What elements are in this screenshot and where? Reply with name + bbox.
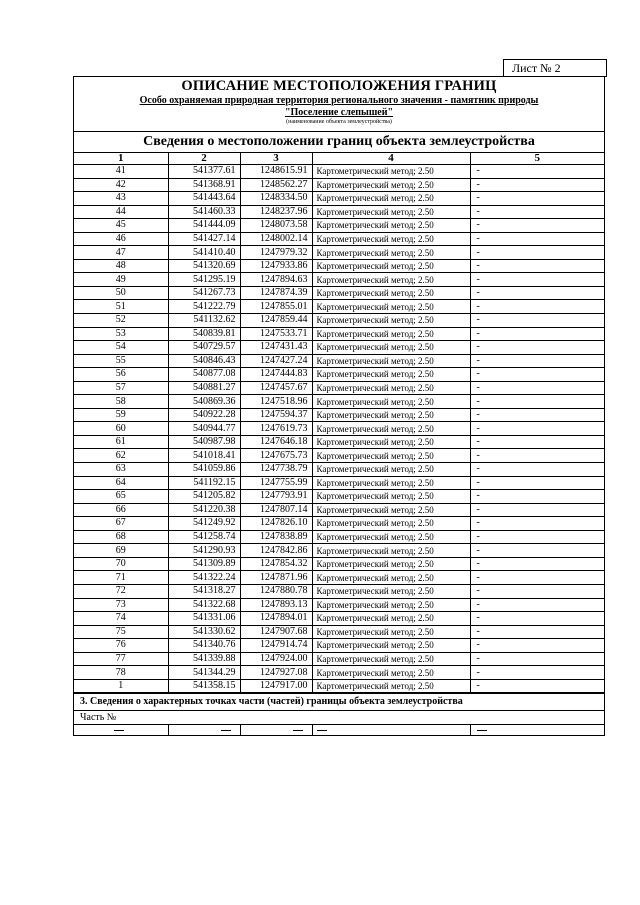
table-cell: 1247675.73 <box>240 449 312 463</box>
table-cell: Картометрический метод; 2.50 <box>312 395 470 409</box>
table-cell: - <box>470 503 604 517</box>
table-cell: Картометрический метод; 2.50 <box>312 314 470 328</box>
table-cell: 71 <box>74 571 168 585</box>
table-row <box>74 463 604 477</box>
table-cell: 53 <box>74 327 168 341</box>
table-row <box>74 544 604 558</box>
table-cell: - <box>470 273 604 287</box>
table-cell: Картометрический метод; 2.50 <box>312 165 470 179</box>
table-cell: 49 <box>74 273 168 287</box>
table-cell: 1247842.86 <box>240 544 312 558</box>
table-cell: 541443.64 <box>168 192 240 206</box>
table-cell: 60 <box>74 422 168 436</box>
table-cell: 1247874.39 <box>240 286 312 300</box>
table-cell: 65 <box>74 490 168 504</box>
table-cell: Картометрический метод; 2.50 <box>312 517 470 531</box>
table-row <box>74 503 604 517</box>
table-cell: - <box>470 625 604 639</box>
table-cell: Картометрический метод; 2.50 <box>312 354 470 368</box>
table-cell: - <box>470 327 604 341</box>
table-cell: 1248073.58 <box>240 219 312 233</box>
table-cell: - <box>470 205 604 219</box>
table-cell: 1247907.68 <box>240 625 312 639</box>
table-cell: 1247738.79 <box>240 463 312 477</box>
part-label: Часть № <box>74 710 604 724</box>
table-cell: 540869.36 <box>168 395 240 409</box>
table-cell: Картометрический метод; 2.50 <box>312 192 470 206</box>
table-cell: 1247755.99 <box>240 476 312 490</box>
table-cell: - <box>470 422 604 436</box>
table-cell: - <box>470 354 604 368</box>
table-row <box>74 571 604 585</box>
table-cell: 1247427.24 <box>240 354 312 368</box>
table-cell: 1247807.14 <box>240 503 312 517</box>
table-row <box>74 246 604 260</box>
column-header: 1 <box>74 153 168 165</box>
table-row <box>74 259 604 273</box>
table-cell: - <box>470 463 604 477</box>
table-cell: - <box>470 300 604 314</box>
table-row <box>74 395 604 409</box>
table-cell: 54 <box>74 341 168 355</box>
section-3-title: 3. Сведения о характерных точках части (частей) границы объекта землеустройства <box>74 693 604 710</box>
table-cell: 1247894.01 <box>240 612 312 626</box>
table-cell: 541340.76 <box>168 639 240 653</box>
table-cell: 541192.15 <box>168 476 240 490</box>
table-cell: 541444.09 <box>168 219 240 233</box>
table-cell: Картометрический метод; 2.50 <box>312 205 470 219</box>
table-cell: 1247619.73 <box>240 422 312 436</box>
table-cell: 540881.27 <box>168 381 240 395</box>
table-cell: 541059.86 <box>168 463 240 477</box>
column-header: 5 <box>470 153 604 165</box>
table-cell: 1247927.08 <box>240 666 312 680</box>
table-cell: 1247979.32 <box>240 246 312 260</box>
table-row <box>74 476 604 490</box>
table-cell: - <box>470 449 604 463</box>
table-cell: 540987.98 <box>168 435 240 449</box>
table-cell: 75 <box>74 625 168 639</box>
table-cell: - <box>470 517 604 531</box>
table-cell: - <box>470 612 604 626</box>
object-name: "Поселение слепышей" <box>284 107 394 118</box>
table-cell: Картометрический метод; 2.50 <box>312 584 470 598</box>
table-cell: 41 <box>74 165 168 179</box>
table-row <box>74 584 604 598</box>
sheet-number-box <box>503 59 607 77</box>
table-cell: 66 <box>74 503 168 517</box>
table-cell: 541344.29 <box>168 666 240 680</box>
table-cell: 541377.61 <box>168 165 240 179</box>
table-cell: 541018.41 <box>168 449 240 463</box>
table-cell: 541322.24 <box>168 571 240 585</box>
table-cell: - <box>470 557 604 571</box>
table-cell: 1247444.83 <box>240 368 312 382</box>
table-cell: - <box>470 571 604 585</box>
part-table <box>74 724 604 735</box>
table-cell: - <box>470 178 604 192</box>
document-title: ОПИСАНИЕ МЕСТОПОЛОЖЕНИЯ ГРАНИЦ <box>181 78 497 94</box>
table-cell: 1247859.44 <box>240 314 312 328</box>
table-row <box>74 327 604 341</box>
table-cell: 1247894.63 <box>240 273 312 287</box>
table-row <box>74 286 604 300</box>
table-cell: 46 <box>74 232 168 246</box>
table-cell: Картометрический метод; 2.50 <box>312 259 470 273</box>
table-cell: Картометрический метод; 2.50 <box>312 300 470 314</box>
table-row <box>74 178 604 192</box>
table-cell: Картометрический метод; 2.50 <box>312 503 470 517</box>
table-cell: 62 <box>74 449 168 463</box>
column-header: 4 <box>312 153 470 165</box>
table-cell: Картометрический метод; 2.50 <box>312 422 470 436</box>
table-cell: 1247854.32 <box>240 557 312 571</box>
table-cell: 67 <box>74 517 168 531</box>
table-cell: Картометрический метод; 2.50 <box>312 449 470 463</box>
table-cell: 541368.91 <box>168 178 240 192</box>
table-header-row <box>74 153 604 165</box>
table-cell: - <box>470 381 604 395</box>
table-row <box>74 314 604 328</box>
table-cell: 42 <box>74 178 168 192</box>
table-cell: 540729.57 <box>168 341 240 355</box>
table-cell: 50 <box>74 286 168 300</box>
table-cell: 61 <box>74 435 168 449</box>
table-cell: 540839.81 <box>168 327 240 341</box>
table-cell: - <box>470 246 604 260</box>
table-cell: 1248237.96 <box>240 205 312 219</box>
table-cell: - <box>470 584 604 598</box>
table-cell: 1247838.89 <box>240 530 312 544</box>
table-cell: Картометрический метод; 2.50 <box>312 327 470 341</box>
table-row <box>74 530 604 544</box>
table-row <box>74 205 604 219</box>
table-cell: 45 <box>74 219 168 233</box>
table-row <box>74 354 604 368</box>
table-cell: Картометрический метод; 2.50 <box>312 273 470 287</box>
part-table-row <box>74 725 604 736</box>
table-cell: Картометрический метод; 2.50 <box>312 476 470 490</box>
table-cell: 1247533.71 <box>240 327 312 341</box>
table-cell: Картометрический метод; 2.50 <box>312 219 470 233</box>
table-cell: 1247457.67 <box>240 381 312 395</box>
table-cell: Картометрический метод; 2.50 <box>312 530 470 544</box>
table-cell: 1247871.96 <box>240 571 312 585</box>
table-cell: - <box>470 408 604 422</box>
table-cell: - <box>470 679 604 693</box>
table-cell: 55 <box>74 354 168 368</box>
empty-cell <box>168 725 240 736</box>
table-cell: 56 <box>74 368 168 382</box>
table-cell: 69 <box>74 544 168 558</box>
table-cell: Картометрический метод; 2.50 <box>312 598 470 612</box>
table-cell: 541258.74 <box>168 530 240 544</box>
document-header <box>74 77 604 132</box>
table-cell: 540877.08 <box>168 368 240 382</box>
table-cell: Картометрический метод; 2.50 <box>312 408 470 422</box>
table-row <box>74 368 604 382</box>
table-cell: - <box>470 232 604 246</box>
table-cell: 541320.69 <box>168 259 240 273</box>
table-cell: 43 <box>74 192 168 206</box>
table-cell: 541358.15 <box>168 679 240 693</box>
table-cell: 1247646.18 <box>240 435 312 449</box>
table-cell: 70 <box>74 557 168 571</box>
table-cell: 541322.68 <box>168 598 240 612</box>
table-row <box>74 192 604 206</box>
table-row <box>74 625 604 639</box>
table-cell: Картометрический метод; 2.50 <box>312 286 470 300</box>
table-cell: Картометрический метод; 2.50 <box>312 435 470 449</box>
section-2-title: Сведения о местоположении границ объекта землеустройства <box>74 132 604 153</box>
sheet-number: Лист № 2 <box>512 61 561 75</box>
table-cell: Картометрический метод; 2.50 <box>312 639 470 653</box>
table-cell: 77 <box>74 652 168 666</box>
table-row <box>74 598 604 612</box>
table-cell: 76 <box>74 639 168 653</box>
table-cell: 52 <box>74 314 168 328</box>
table-row <box>74 666 604 680</box>
table-cell: 541330.62 <box>168 625 240 639</box>
table-cell: - <box>470 395 604 409</box>
table-cell: Картометрический метод; 2.50 <box>312 666 470 680</box>
table-cell: 57 <box>74 381 168 395</box>
table-cell: - <box>470 286 604 300</box>
table-cell: 1247880.78 <box>240 584 312 598</box>
table-cell: 540944.77 <box>168 422 240 436</box>
table-cell: Картометрический метод; 2.50 <box>312 571 470 585</box>
table-cell: Картометрический метод; 2.50 <box>312 178 470 192</box>
table-cell: - <box>470 314 604 328</box>
table-cell: 78 <box>74 666 168 680</box>
empty-cell <box>312 725 470 736</box>
table-row <box>74 490 604 504</box>
table-row <box>74 219 604 233</box>
table-cell: 72 <box>74 584 168 598</box>
table-cell: - <box>470 666 604 680</box>
table-cell: - <box>470 476 604 490</box>
table-cell: 541427.14 <box>168 232 240 246</box>
table-cell: Картометрический метод; 2.50 <box>312 232 470 246</box>
table-cell: 48 <box>74 259 168 273</box>
table-row <box>74 639 604 653</box>
table-cell: Картометрический метод; 2.50 <box>312 679 470 693</box>
table-cell: Картометрический метод; 2.50 <box>312 544 470 558</box>
table-cell: Картометрический метод; 2.50 <box>312 368 470 382</box>
table-cell: Картометрический метод; 2.50 <box>312 652 470 666</box>
table-cell: 541410.40 <box>168 246 240 260</box>
table-cell: Картометрический метод; 2.50 <box>312 490 470 504</box>
table-cell: 1247855.01 <box>240 300 312 314</box>
coordinates-table <box>74 153 604 693</box>
table-cell: 64 <box>74 476 168 490</box>
table-cell: - <box>470 219 604 233</box>
table-cell: Картометрический метод; 2.50 <box>312 463 470 477</box>
table-cell: Картометрический метод; 2.50 <box>312 381 470 395</box>
object-type: Особо охраняемая природная территория регионального значения - памятник природы <box>139 95 539 106</box>
table-row <box>74 422 604 436</box>
table-cell: Картометрический метод; 2.50 <box>312 612 470 626</box>
table-cell: 59 <box>74 408 168 422</box>
table-cell: - <box>470 530 604 544</box>
table-cell: 73 <box>74 598 168 612</box>
table-cell: Картометрический метод; 2.50 <box>312 341 470 355</box>
table-row <box>74 273 604 287</box>
table-cell: 44 <box>74 205 168 219</box>
table-cell: 1 <box>74 679 168 693</box>
table-cell: 541460.33 <box>168 205 240 219</box>
empty-cell <box>74 725 168 736</box>
table-cell: 541222.79 <box>168 300 240 314</box>
table-cell: 1247924.00 <box>240 652 312 666</box>
table-row <box>74 612 604 626</box>
table-cell: 541290.93 <box>168 544 240 558</box>
table-row <box>74 435 604 449</box>
table-cell: 1247518.96 <box>240 395 312 409</box>
table-cell: 1247893.13 <box>240 598 312 612</box>
table-row <box>74 300 604 314</box>
table-cell: 541205.82 <box>168 490 240 504</box>
table-row <box>74 165 604 179</box>
table-cell: 58 <box>74 395 168 409</box>
table-cell: 63 <box>74 463 168 477</box>
table-cell: 541267.73 <box>168 286 240 300</box>
table-cell: - <box>470 192 604 206</box>
table-cell: 1248562.27 <box>240 178 312 192</box>
table-cell: 1247826.10 <box>240 517 312 531</box>
table-cell: - <box>470 259 604 273</box>
table-cell: 1248334.50 <box>240 192 312 206</box>
table-cell: 1247594.37 <box>240 408 312 422</box>
table-row <box>74 517 604 531</box>
table-row <box>74 652 604 666</box>
table-cell: Картометрический метод; 2.50 <box>312 246 470 260</box>
table-cell: 540846.43 <box>168 354 240 368</box>
table-cell: 47 <box>74 246 168 260</box>
table-cell: - <box>470 639 604 653</box>
table-cell: 541309.89 <box>168 557 240 571</box>
column-header: 3 <box>240 153 312 165</box>
table-row <box>74 381 604 395</box>
table-row <box>74 557 604 571</box>
table-cell: 541339.88 <box>168 652 240 666</box>
table-cell: 1247793.91 <box>240 490 312 504</box>
empty-cell <box>240 725 312 736</box>
table-cell: 74 <box>74 612 168 626</box>
table-cell: 541132.62 <box>168 314 240 328</box>
table-cell: 1247431.43 <box>240 341 312 355</box>
table-row <box>74 408 604 422</box>
table-cell: 540922.28 <box>168 408 240 422</box>
table-cell: 68 <box>74 530 168 544</box>
table-cell: 1247933.86 <box>240 259 312 273</box>
table-cell: Картометрический метод; 2.50 <box>312 557 470 571</box>
object-caption: (наименование объекта землеустройства) <box>286 119 392 125</box>
table-row <box>74 449 604 463</box>
column-header: 2 <box>168 153 240 165</box>
table-cell: - <box>470 368 604 382</box>
table-cell: - <box>470 598 604 612</box>
table-cell: - <box>470 165 604 179</box>
document-frame <box>73 76 605 736</box>
table-cell: 541249.92 <box>168 517 240 531</box>
table-cell: - <box>470 544 604 558</box>
empty-cell <box>470 725 604 736</box>
table-cell: 51 <box>74 300 168 314</box>
table-cell: 541220.38 <box>168 503 240 517</box>
table-cell: 1247914.74 <box>240 639 312 653</box>
table-row <box>74 232 604 246</box>
table-row <box>74 341 604 355</box>
table-cell: - <box>470 652 604 666</box>
table-cell: 541331.06 <box>168 612 240 626</box>
table-cell: 1247917.00 <box>240 679 312 693</box>
table-cell: - <box>470 490 604 504</box>
table-cell: 541295.19 <box>168 273 240 287</box>
table-cell: Картометрический метод; 2.50 <box>312 625 470 639</box>
table-row <box>74 679 604 693</box>
table-cell: - <box>470 341 604 355</box>
table-cell: 1248615.91 <box>240 165 312 179</box>
table-cell: 1248002.14 <box>240 232 312 246</box>
table-cell: 541318.27 <box>168 584 240 598</box>
table-cell: - <box>470 435 604 449</box>
